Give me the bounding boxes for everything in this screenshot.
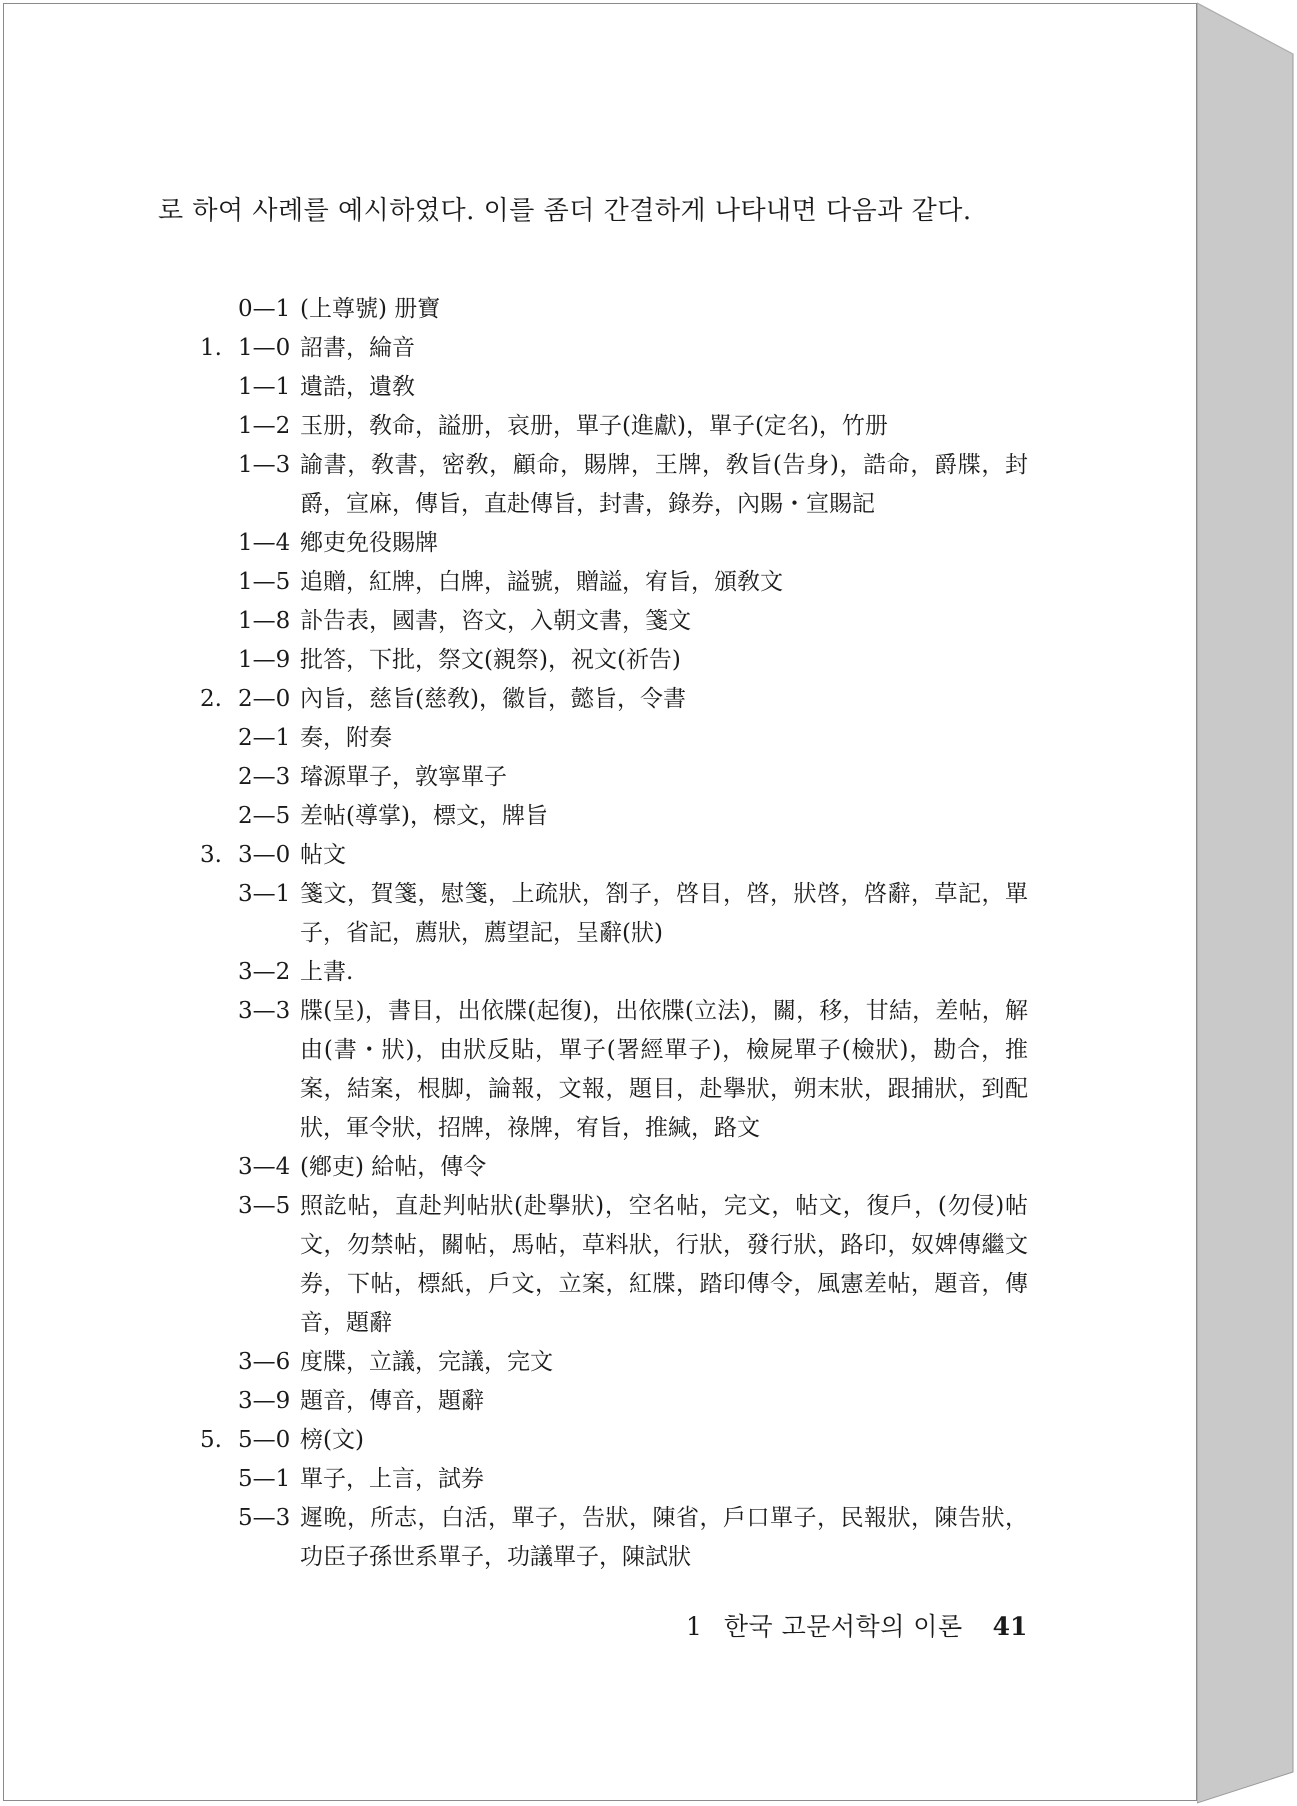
entry-code: 1—3 — [238, 452, 291, 478]
list-item — [0, 758, 1197, 797]
entry-text: 差帖(導掌)，標文，牌旨 — [300, 803, 548, 829]
entry-text: 題音，傳音，題辭 — [300, 1388, 484, 1414]
entry-code: 1—4 — [238, 530, 291, 556]
entry-code: 3—5 — [238, 1193, 291, 1219]
entry-text: 內旨，慈旨(慈敎)，徽旨，懿旨，令書 — [300, 686, 686, 712]
entry-code: 1—1 — [238, 374, 291, 400]
list-item — [0, 407, 1197, 446]
entry-text: 單子，上言，試券 — [300, 1466, 484, 1492]
page-footer — [686, 1607, 1027, 1643]
entry-code: 5—1 — [238, 1466, 291, 1492]
page-number: 41 — [992, 1612, 1028, 1641]
list-item — [0, 1187, 1197, 1343]
entry-code: 3—1 — [238, 881, 291, 907]
entry-text: (鄕吏) 給帖，傳令 — [300, 1154, 487, 1180]
entry-text: 帖文 — [300, 842, 346, 868]
list-item — [0, 1343, 1197, 1382]
entry-code: 5—0 — [238, 1427, 291, 1453]
list-item — [0, 563, 1197, 602]
section-number: 2. — [200, 686, 222, 712]
section-number: 3. — [200, 842, 222, 868]
list-item — [0, 1148, 1197, 1187]
entry-code: 3—2 — [238, 959, 291, 985]
section-number: 1. — [200, 335, 222, 361]
entry-text: 牒(呈)，書目，出依牒(起復)，出依牒(立法)，關，移，甘結，差帖，解由(書・狀)，由狀反貼，單子(署經單子)，檢屍單子(檢狀)，勘合，推案，結案，根脚，論報，文報，題目，赴擧狀，朔末狀，跟捕狀，到配狀，軍令狀，招牌，祿牌，宥旨，推緘，路文 — [300, 998, 1028, 1141]
entry-text: 遲晩，所志，白活，單子，告狀，陳省，戶口單子，民報狀，陳告狀，功臣子孫世系單子，功議單子，陳試狀 — [300, 1505, 1028, 1570]
entry-text: 批答，下批，祭文(親祭)，祝文(祈告) — [300, 647, 681, 673]
entry-text: 訃告表，國書，咨文，入朝文書，箋文 — [300, 608, 691, 634]
list-item — [0, 1460, 1197, 1499]
entry-text: 奏，附奏 — [300, 725, 392, 751]
footer-chapter-title: 한국 고문서학의 이론 — [723, 1612, 963, 1641]
entry-code: 2—0 — [238, 686, 291, 712]
entry-code: 0—1 — [238, 296, 291, 322]
list-item — [0, 524, 1197, 563]
entry-code: 1—0 — [238, 335, 291, 361]
entry-code: 1—2 — [238, 413, 291, 439]
entry-text: (上尊號) 册寶 — [300, 296, 441, 322]
entry-code: 3—3 — [238, 998, 291, 1024]
entry-code: 3—0 — [238, 842, 291, 868]
entry-text: 玉册，敎命，謚册，哀册，單子(進獻)，單子(定名)，竹册 — [300, 413, 888, 439]
intro-paragraph: 로 하여 사례를 예시하였다. 이를 좀더 간결하게 나타내면 다음과 같다. — [158, 196, 972, 226]
entry-text: 度牒，立議，完議，完文 — [300, 1349, 553, 1375]
list-item — [0, 446, 1197, 524]
list-item — [0, 680, 1197, 719]
entry-text: 遺誥，遺敎 — [300, 374, 415, 400]
list-item — [0, 719, 1197, 758]
entry-text: 鄕吏免役賜牌 — [300, 530, 438, 556]
list-item — [0, 329, 1197, 368]
list-item — [0, 1499, 1197, 1577]
entry-code: 2—3 — [238, 764, 291, 790]
entry-code: 5—3 — [238, 1505, 291, 1531]
list-item — [0, 836, 1197, 875]
entry-code: 1—9 — [238, 647, 291, 673]
entry-text: 諭書，敎書，密敎，顧命，賜牌，王牌，敎旨(告身)，誥命，爵牒，封爵，宣麻，傳旨，直赴傳旨，封書，錄券，內賜・宣賜記 — [300, 452, 1028, 517]
classification-list — [0, 290, 1197, 1577]
list-item — [0, 368, 1197, 407]
entry-text: 上書. — [300, 959, 354, 985]
list-item — [0, 992, 1197, 1148]
list-item — [0, 797, 1197, 836]
entry-text: 追贈，紅牌，白牌，謚號，贈謚，宥旨，頒敎文 — [300, 569, 783, 595]
list-item — [0, 953, 1197, 992]
entry-text: 詔書，綸音 — [300, 335, 415, 361]
page-stack-edge — [1197, 0, 1297, 1806]
entry-code: 3—9 — [238, 1388, 291, 1414]
list-item — [0, 1382, 1197, 1421]
list-item — [0, 641, 1197, 680]
entry-text: 璿源單子，敦寧單子 — [300, 764, 507, 790]
list-item — [0, 875, 1197, 953]
entry-code: 1—8 — [238, 608, 291, 634]
entry-code: 3—4 — [238, 1154, 291, 1180]
entry-code: 1—5 — [238, 569, 291, 595]
section-number: 5. — [200, 1427, 222, 1453]
entry-code: 3—6 — [238, 1349, 291, 1375]
entry-text: 照訖帖，直赴判帖狀(赴擧狀)，空名帖，完文，帖文，復戶，(勿侵)帖文，勿禁帖，關帖，馬帖，草料狀，行狀，發行狀，路印，奴婢傳繼文券，下帖，標紙，戶文，立案，紅牒，踏印傳令，風憲差帖，題音，傳音，題辭 — [300, 1193, 1028, 1336]
footer-chapter-number: 1 — [686, 1612, 702, 1641]
entry-code: 2—1 — [238, 725, 291, 751]
list-item — [0, 1421, 1197, 1460]
entry-text: 榜(文) — [300, 1427, 364, 1453]
list-item — [0, 602, 1197, 641]
entry-code: 2—5 — [238, 803, 291, 829]
list-item — [0, 290, 1197, 329]
entry-text: 箋文，賀箋，慰箋，上疏狀，劄子，啓目，啓，狀啓，啓辭，草記，單子，省記，薦狀，薦望記，呈辭(狀) — [300, 881, 1028, 946]
